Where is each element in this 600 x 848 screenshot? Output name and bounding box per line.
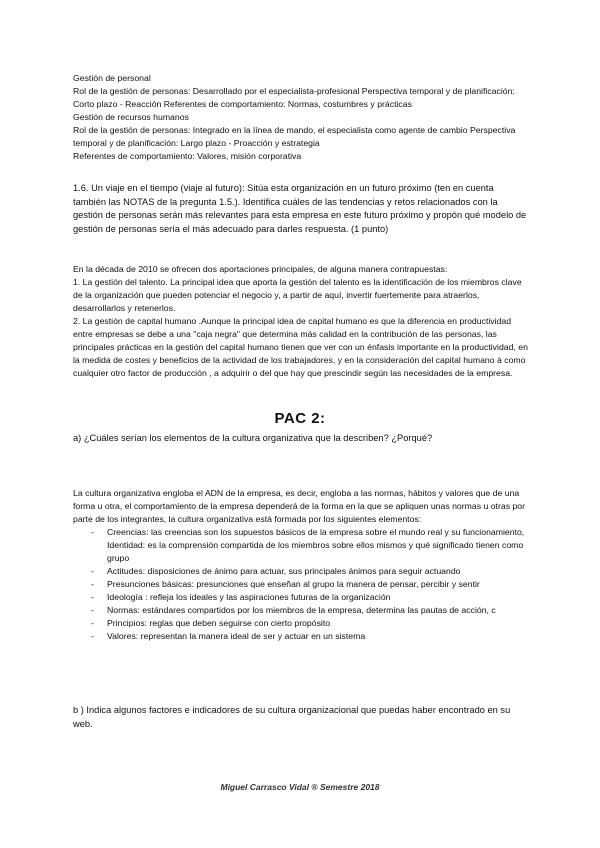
question-1-6 xyxy=(73,182,529,236)
question-a xyxy=(73,432,529,446)
pac2-title: PAC 2: xyxy=(274,410,326,427)
answer-point-2: 2. La gestión de capital humano .Aunque la principal idea de capital humano es que la diferencia en productividad entre empresas se debe a una "caja negra" que determina más calidad en la contribución de las personas, las principales prácticas en la gestión del capital humano tienen que ver con un énfasis importante en la productividad, en la medida de costes y beneficios de la actividad de los trabajadores, y en la consideración del capital humano à como cualquier otro factor de producción , a adquirir o del que hay que prescindir según las necesidades de la empresa. xyxy=(73,316,528,378)
list-item: - Ideología : refleja los ideales y las aspiraciones futuras de la organización xyxy=(73,591,529,604)
answer-point-1: 1. La gestión del talento. La principal idea que aporta la gestión del talento es la identificación de los miembros clave de la organización que pueden potenciar el negocio y, a partir de aquí, invertir fuertemente para atraerlos, desarrollarlos y retenerlos. xyxy=(73,277,522,313)
question-1-6-text: 1.6. Un viaje en el tiempo (viaje al futuro): Sitúa esta organización en un futuro próximo (ten en cuenta también las NOTAS de la pregunta 1.5.). Identifica cuáles de las tendencias y retos relacionados con la gestión de personas serán más relevantes para esta empresa en este futuro próximo y propón qué modelo de gestión de personas sería el más adecuado para darles respuesta. (1 punto) xyxy=(73,183,527,234)
culture-elements-list xyxy=(73,526,529,643)
question-a-text: a) ¿Cuáles serían los elementos de la cultura organizativa que la describen? ¿Porqué? xyxy=(73,433,433,443)
answer-intro: En la década de 2010 se ofrecen dos aportaciones principales, de alguna manera contrapuestas: xyxy=(73,264,448,274)
answer-a xyxy=(73,487,529,643)
list-item: - Valores: representan la manera ideal de ser y actuar en un sistema xyxy=(73,630,529,643)
list-item: - Normas: estándares compartidos por los miembros de la empresa, determina las pautas de acción, c xyxy=(73,604,529,617)
gestion-rrhh-referentes: Referentes de comportamiento: Valores, misión corporativa xyxy=(73,151,302,161)
answer-1-6 xyxy=(73,263,529,380)
heading-gestion-rrhh: Gestión de recursos humanos xyxy=(73,112,189,122)
page-footer: Miguel Carrasco Vidal ® Semestre 2018 xyxy=(220,782,380,792)
list-item: - Principios: reglas que deben seguirse con cierto propósito xyxy=(73,617,529,630)
list-item: - Creencias: las creencias son los supuestos básicos de la empresa sobre el mundo real y su funcionamiento, Identidad: es la comprensión compartida de los miembros sobre ellos mismos y qué significado tienen como grupo xyxy=(73,526,529,565)
list-item: - Actitudes: disposiciones de ánimo para actuar, sus principales ánimos para seguir actuando xyxy=(73,565,529,578)
heading-gestion-personal: Gestión de personal xyxy=(73,73,151,83)
list-item: - Presunciones básicas: presunciones que enseñan al grupo la manera de pensar, percibir y sentir xyxy=(73,578,529,591)
answer-a-intro: La cultura organizativa engloba el ADN de la empresa, es decir, engloba a las normas, hábitos y valores que de una forma u otra, el comportamiento de la empresa dependerá de la forma en la que se apliquen unas normas u otras por parte de los integrantes, la cultura organizativa está formada por los siguientes elementos: xyxy=(73,488,526,524)
question-b xyxy=(73,704,529,731)
question-b-text: b ) Indica algunos factores e indicadores de su cultura organizacional que puedas haber encontrado en su web. xyxy=(73,705,511,729)
gestion-rrhh-description: Rol de la gestión de personas: Integrado en la línea de mando, el especialista como agente de cambio Perspectiva temporal y de planificación: Largo plazo - Proacción y estrategia xyxy=(73,125,516,148)
gestion-personal-description: Rol de la gestión de personas: Desarrollado por el especialista-profesional Perspectiva temporal y de planificación: Corto plazo - Reacción Referentes de comportamiento: Normas, costumbres y prácticas xyxy=(73,86,515,109)
personnel-models-section xyxy=(73,72,529,163)
